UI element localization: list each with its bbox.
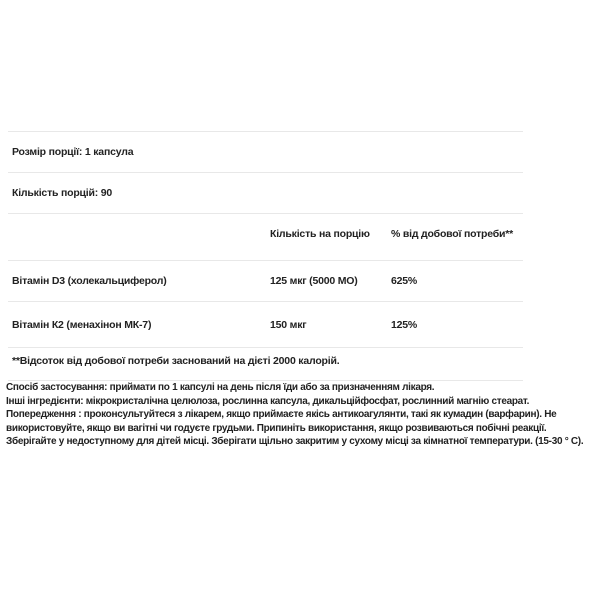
nutrient-row-vitamin-k2 [8, 302, 523, 348]
amount-per-serving-header: Кількість на порцію [270, 228, 370, 240]
nutrient-row-vitamin-d3 [8, 261, 523, 302]
warning-paragraph: Попередження : проконсультуйтеся з лікарем, якщо приймаєте якісь антикоагулянти, такі як кумадин (варфарин). Не використовуйте, якщо ви вагітні чи годуєте грудьми. Припиніть використання, якщо розвиваються побічні реакції. Зберігайте у недоступному для дітей місці. Зберігати щільно закритим у сухому місці за кімнатної температури. (15-30 ° C). [6, 409, 584, 447]
serving-size-text: Розмір порції: 1 капсула [12, 146, 134, 158]
nutrient-amount: 150 мкг [270, 318, 307, 331]
other-ingredients-paragraph: Інші інгредієнти: мікрокристалічна целюлоза, рослинна капсула, дикальційфосфат, рослинний магнію стеарат. [6, 395, 530, 407]
nutrient-name: Вітамін D3 (холекальциферол) [12, 275, 167, 287]
facts-header-row [8, 214, 523, 261]
daily-value-footnote: **Відсоток від добової потреби заснований на дієті 2000 калорій. [8, 348, 523, 381]
nutrient-daily-value: 625% [391, 275, 418, 287]
serving-size-row [8, 132, 523, 173]
daily-value-header: % від добової потреби** [391, 228, 514, 240]
supplement-facts-table [8, 131, 523, 381]
usage-paragraph: Спосіб застосування: приймати по 1 капсулі на день після їди або за призначенням лікаря. [6, 382, 435, 393]
nutrient-daily-value: 125% [391, 318, 418, 331]
servings-count-text: Кількість порцій: 90 [12, 187, 113, 199]
nutrient-amount: 125 мкг (5000 МО) [270, 275, 358, 287]
usage-and-warnings-section [6, 381, 598, 449]
servings-per-container-row [8, 173, 523, 214]
nutrient-name: Вітамін К2 (менахінон МК-7) [12, 318, 152, 331]
